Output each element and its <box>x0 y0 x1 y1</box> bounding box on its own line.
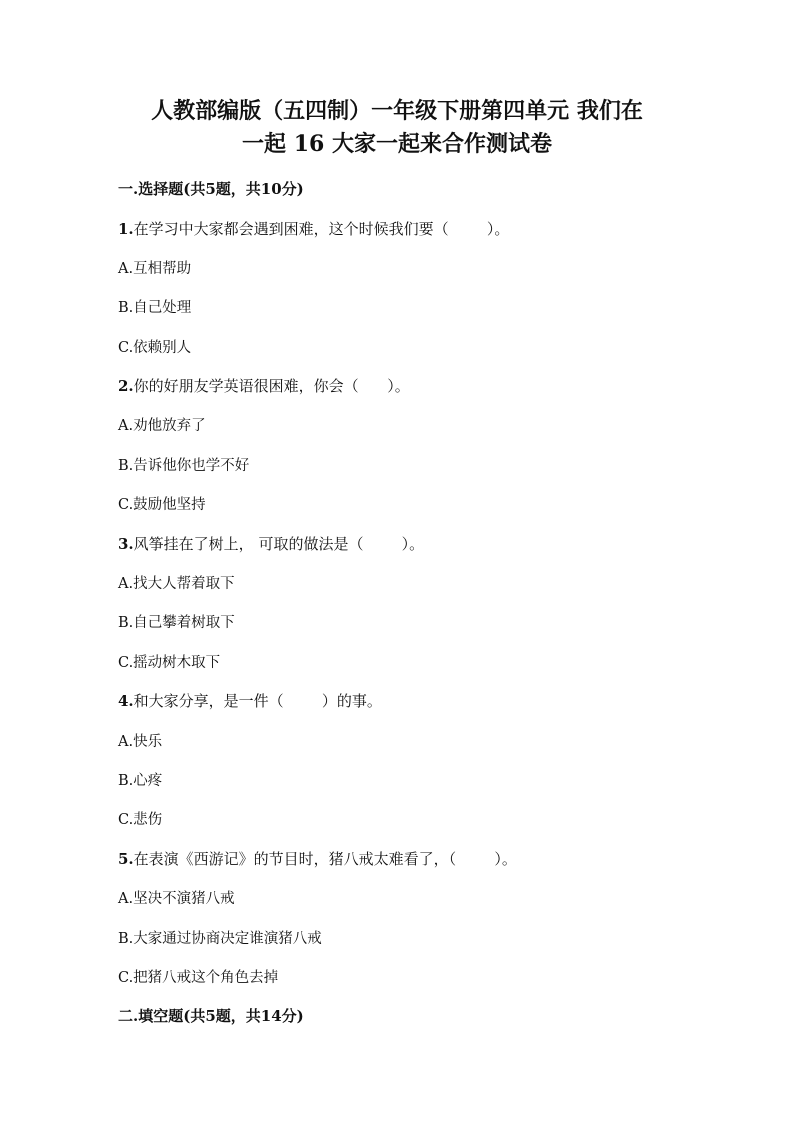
question-3 <box>118 533 424 554</box>
question-number: 3. <box>118 535 134 553</box>
question-text: 在表演《西游记》的节目时，猪八戒太难看了，（ ）。 <box>133 850 517 868</box>
page-title-line-2: 一起 16 大家一起来合作测试卷 <box>242 131 552 157</box>
section-heading-fill-blank: 二.填空题(共5题，共14分) <box>118 1007 304 1025</box>
option-1c: C.依赖别人 <box>118 340 192 356</box>
question-number: 4. <box>118 692 134 710</box>
page-title-line-1: 人教部编版（五四制）一年级下册第四单元 我们在 <box>151 98 643 124</box>
question-text: 风筝挂在了树上， 可取的做法是（ ）。 <box>133 535 425 553</box>
option-2c: C.鼓励他坚持 <box>118 497 206 513</box>
question-1 <box>118 218 509 239</box>
option-4c: C.悲伤 <box>118 812 163 828</box>
option-2a: A.劝他放弃了 <box>118 418 206 434</box>
option-5a: A.坚决不演猪八戒 <box>118 891 235 907</box>
option-1a: A.互相帮助 <box>118 261 192 277</box>
section-heading-choice: 一.选择题(共5题，共10分) <box>118 180 304 198</box>
option-1b: B.自己处理 <box>118 300 192 316</box>
question-number: 1. <box>118 220 134 238</box>
question-number: 2. <box>118 377 134 395</box>
question-2 <box>118 375 410 396</box>
option-5c: C.把猪八戒这个角色去掉 <box>118 970 279 986</box>
question-5 <box>118 848 517 869</box>
question-4 <box>118 690 382 711</box>
question-text: 和大家分享，是一件（ ）的事。 <box>133 692 382 710</box>
option-3c: C.摇动树木取下 <box>118 655 221 671</box>
option-3a: A.找大人帮着取下 <box>118 576 235 592</box>
option-5b: B.大家通过协商决定谁演猪八戒 <box>118 931 322 947</box>
option-4b: B.心疼 <box>118 773 163 789</box>
question-text: 你的好朋友学英语很困难，你会（ ）。 <box>133 377 410 395</box>
question-text: 在学习中大家都会遇到困难，这个时候我们要（ ）。 <box>133 220 510 238</box>
option-4a: A.快乐 <box>118 734 163 750</box>
question-number: 5. <box>118 850 134 868</box>
option-3b: B.自己攀着树取下 <box>118 615 235 631</box>
option-2b: B.告诉他你也学不好 <box>118 458 250 474</box>
